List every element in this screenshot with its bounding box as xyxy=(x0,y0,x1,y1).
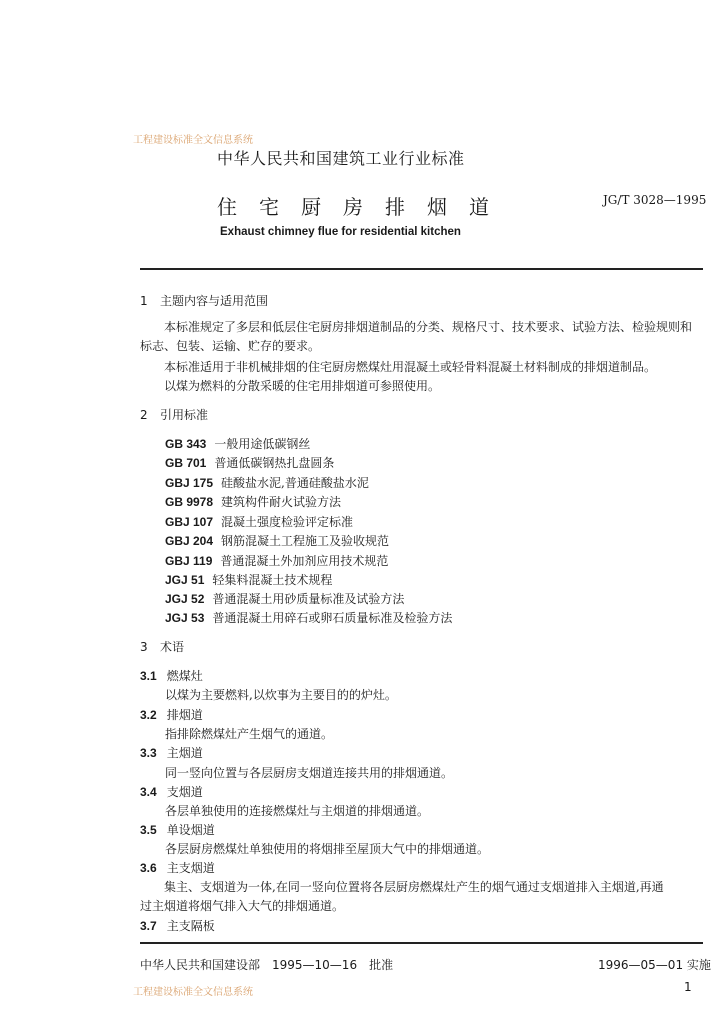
reference-title: 混凝土强度检验评定标准 xyxy=(221,515,354,529)
reference-code: JGJ 51 xyxy=(165,573,205,587)
reference-item xyxy=(165,513,353,530)
reference-code: GBJ 107 xyxy=(165,515,214,529)
title-char: 宅 xyxy=(259,195,279,219)
title-char: 烟 xyxy=(427,195,447,219)
term-heading xyxy=(140,667,203,684)
term-number: 3.7 xyxy=(140,919,157,933)
term-name: 排烟道 xyxy=(166,708,203,722)
term-heading xyxy=(140,917,215,934)
term-name: 燃煤灶 xyxy=(166,669,203,683)
english-title: Exhaust chimney flue for residential kitchen xyxy=(220,226,461,238)
approval-line: 中华人民共和国建设部 1995—10—16 批准 xyxy=(140,958,394,972)
term-heading xyxy=(140,859,215,876)
section-heading xyxy=(140,406,208,423)
term-heading xyxy=(140,821,215,838)
term-number: 3.2 xyxy=(140,708,157,722)
section-title: 主题内容与适用范围 xyxy=(160,294,269,308)
title-char: 房 xyxy=(343,195,363,219)
paragraph: 以煤为燃料的分散采暖的住宅用排烟道可参照使用。 xyxy=(164,379,441,393)
page-number: 1 xyxy=(684,980,692,994)
reference-item xyxy=(165,590,404,607)
reference-code: GB 701 xyxy=(165,456,207,470)
paragraph: 本标准适用于非机械排烟的住宅厨房燃煤灶用混凝土或轻骨料混凝土材料制成的排烟道制品。 xyxy=(164,360,657,374)
term-name: 主烟道 xyxy=(166,746,203,760)
paragraph-line: 标志、包装、运输、贮存的要求。 xyxy=(140,339,321,353)
term-name: 单设烟道 xyxy=(166,823,215,837)
reference-title: 建筑构件耐火试验方法 xyxy=(221,495,342,509)
reference-title: 普通混凝土用碎石或卵石质量标准及检验方法 xyxy=(212,611,453,625)
term-name: 支烟道 xyxy=(166,785,203,799)
term-heading xyxy=(140,744,203,761)
term-heading xyxy=(140,706,203,723)
standard-number: JG/T 3028—1995 xyxy=(603,193,707,207)
section-number: 2 xyxy=(140,408,148,422)
reference-title: 轻集料混凝土技术规程 xyxy=(212,573,333,587)
reference-item xyxy=(165,571,332,588)
reference-code: GBJ 119 xyxy=(165,554,213,568)
term-heading xyxy=(140,783,203,800)
reference-item xyxy=(165,493,341,510)
paragraph-line: 本标准规定了多层和低层住宅厨房排烟道制品的分类、规格尺寸、技术要求、试验方法、检验规则和 xyxy=(164,320,693,334)
term-number: 3.5 xyxy=(140,823,157,837)
reference-code: JGJ 52 xyxy=(165,592,205,606)
reference-item xyxy=(165,552,388,569)
term-name: 主支隔板 xyxy=(166,919,215,933)
title-char: 排 xyxy=(385,195,405,219)
term-definition: 以煤为主要燃料,以炊事为主要目的的炉灶。 xyxy=(165,688,397,702)
term-number: 3.1 xyxy=(140,669,157,683)
reference-title: 普通混凝土用砂质量标准及试验方法 xyxy=(212,592,405,606)
term-number: 3.3 xyxy=(140,746,157,760)
reference-title: 钢筋混凝土工程施工及验收规范 xyxy=(221,534,390,548)
term-definition: 各层单独使用的连接燃煤灶与主烟道的排烟通道。 xyxy=(165,804,430,818)
section-title: 术语 xyxy=(160,640,185,654)
reference-title: 普通低碳钢热扎盘圆条 xyxy=(214,456,335,470)
reference-title: 硅酸盐水泥,普通硅酸盐水泥 xyxy=(221,476,369,490)
term-definition-line: 过主烟道将烟气排入大气的排烟通道。 xyxy=(140,899,345,913)
section-number: 3 xyxy=(140,640,148,654)
reference-item xyxy=(165,609,452,626)
issuer-heading: 中华人民共和国建筑工业行业标准 xyxy=(217,149,465,168)
reference-code: JGJ 53 xyxy=(165,611,205,625)
term-definition: 同一竖向位置与各层厨房支烟道连接共用的排烟通道。 xyxy=(165,766,454,780)
section-heading xyxy=(140,638,184,655)
footer-rule xyxy=(140,942,703,944)
term-name: 主支烟道 xyxy=(166,861,215,875)
section-heading xyxy=(140,292,268,309)
term-definition: 指排除燃煤灶产生烟气的通道。 xyxy=(165,727,334,741)
section-number: 1 xyxy=(140,294,148,308)
header-rule xyxy=(140,268,703,270)
title-char: 住 xyxy=(217,195,237,219)
watermark-bottom: 工程建设标准全文信息系统 xyxy=(133,987,253,998)
term-definition-line: 集主、支烟道为一体,在同一竖向位置将各层厨房燃煤灶产生的烟气通过支烟道排入主烟道,再通 xyxy=(164,880,664,894)
title-char: 厨 xyxy=(301,195,321,219)
reference-item xyxy=(165,474,369,491)
reference-item xyxy=(165,532,389,549)
reference-item xyxy=(165,454,334,471)
section-title: 引用标准 xyxy=(160,408,209,422)
title-char: 道 xyxy=(469,195,489,219)
watermark-top: 工程建设标准全文信息系统 xyxy=(133,135,253,146)
term-number: 3.4 xyxy=(140,785,157,799)
reference-code: GBJ 204 xyxy=(165,534,214,548)
implementation-date: 1996—05—01 实施 xyxy=(598,958,711,972)
reference-title: 普通混凝土外加剂应用技术规范 xyxy=(220,554,389,568)
reference-code: GB 343 xyxy=(165,437,207,451)
reference-item xyxy=(165,435,310,452)
reference-title: 一般用途低碳钢丝 xyxy=(214,437,311,451)
paragraph xyxy=(140,318,702,337)
document-title xyxy=(217,191,511,220)
reference-code: GB 9978 xyxy=(165,495,214,509)
term-definition: 各层厨房燃煤灶单独使用的将烟排至屋顶大气中的排烟通道。 xyxy=(165,842,490,856)
term-number: 3.6 xyxy=(140,861,157,875)
reference-code: GBJ 175 xyxy=(165,476,214,490)
